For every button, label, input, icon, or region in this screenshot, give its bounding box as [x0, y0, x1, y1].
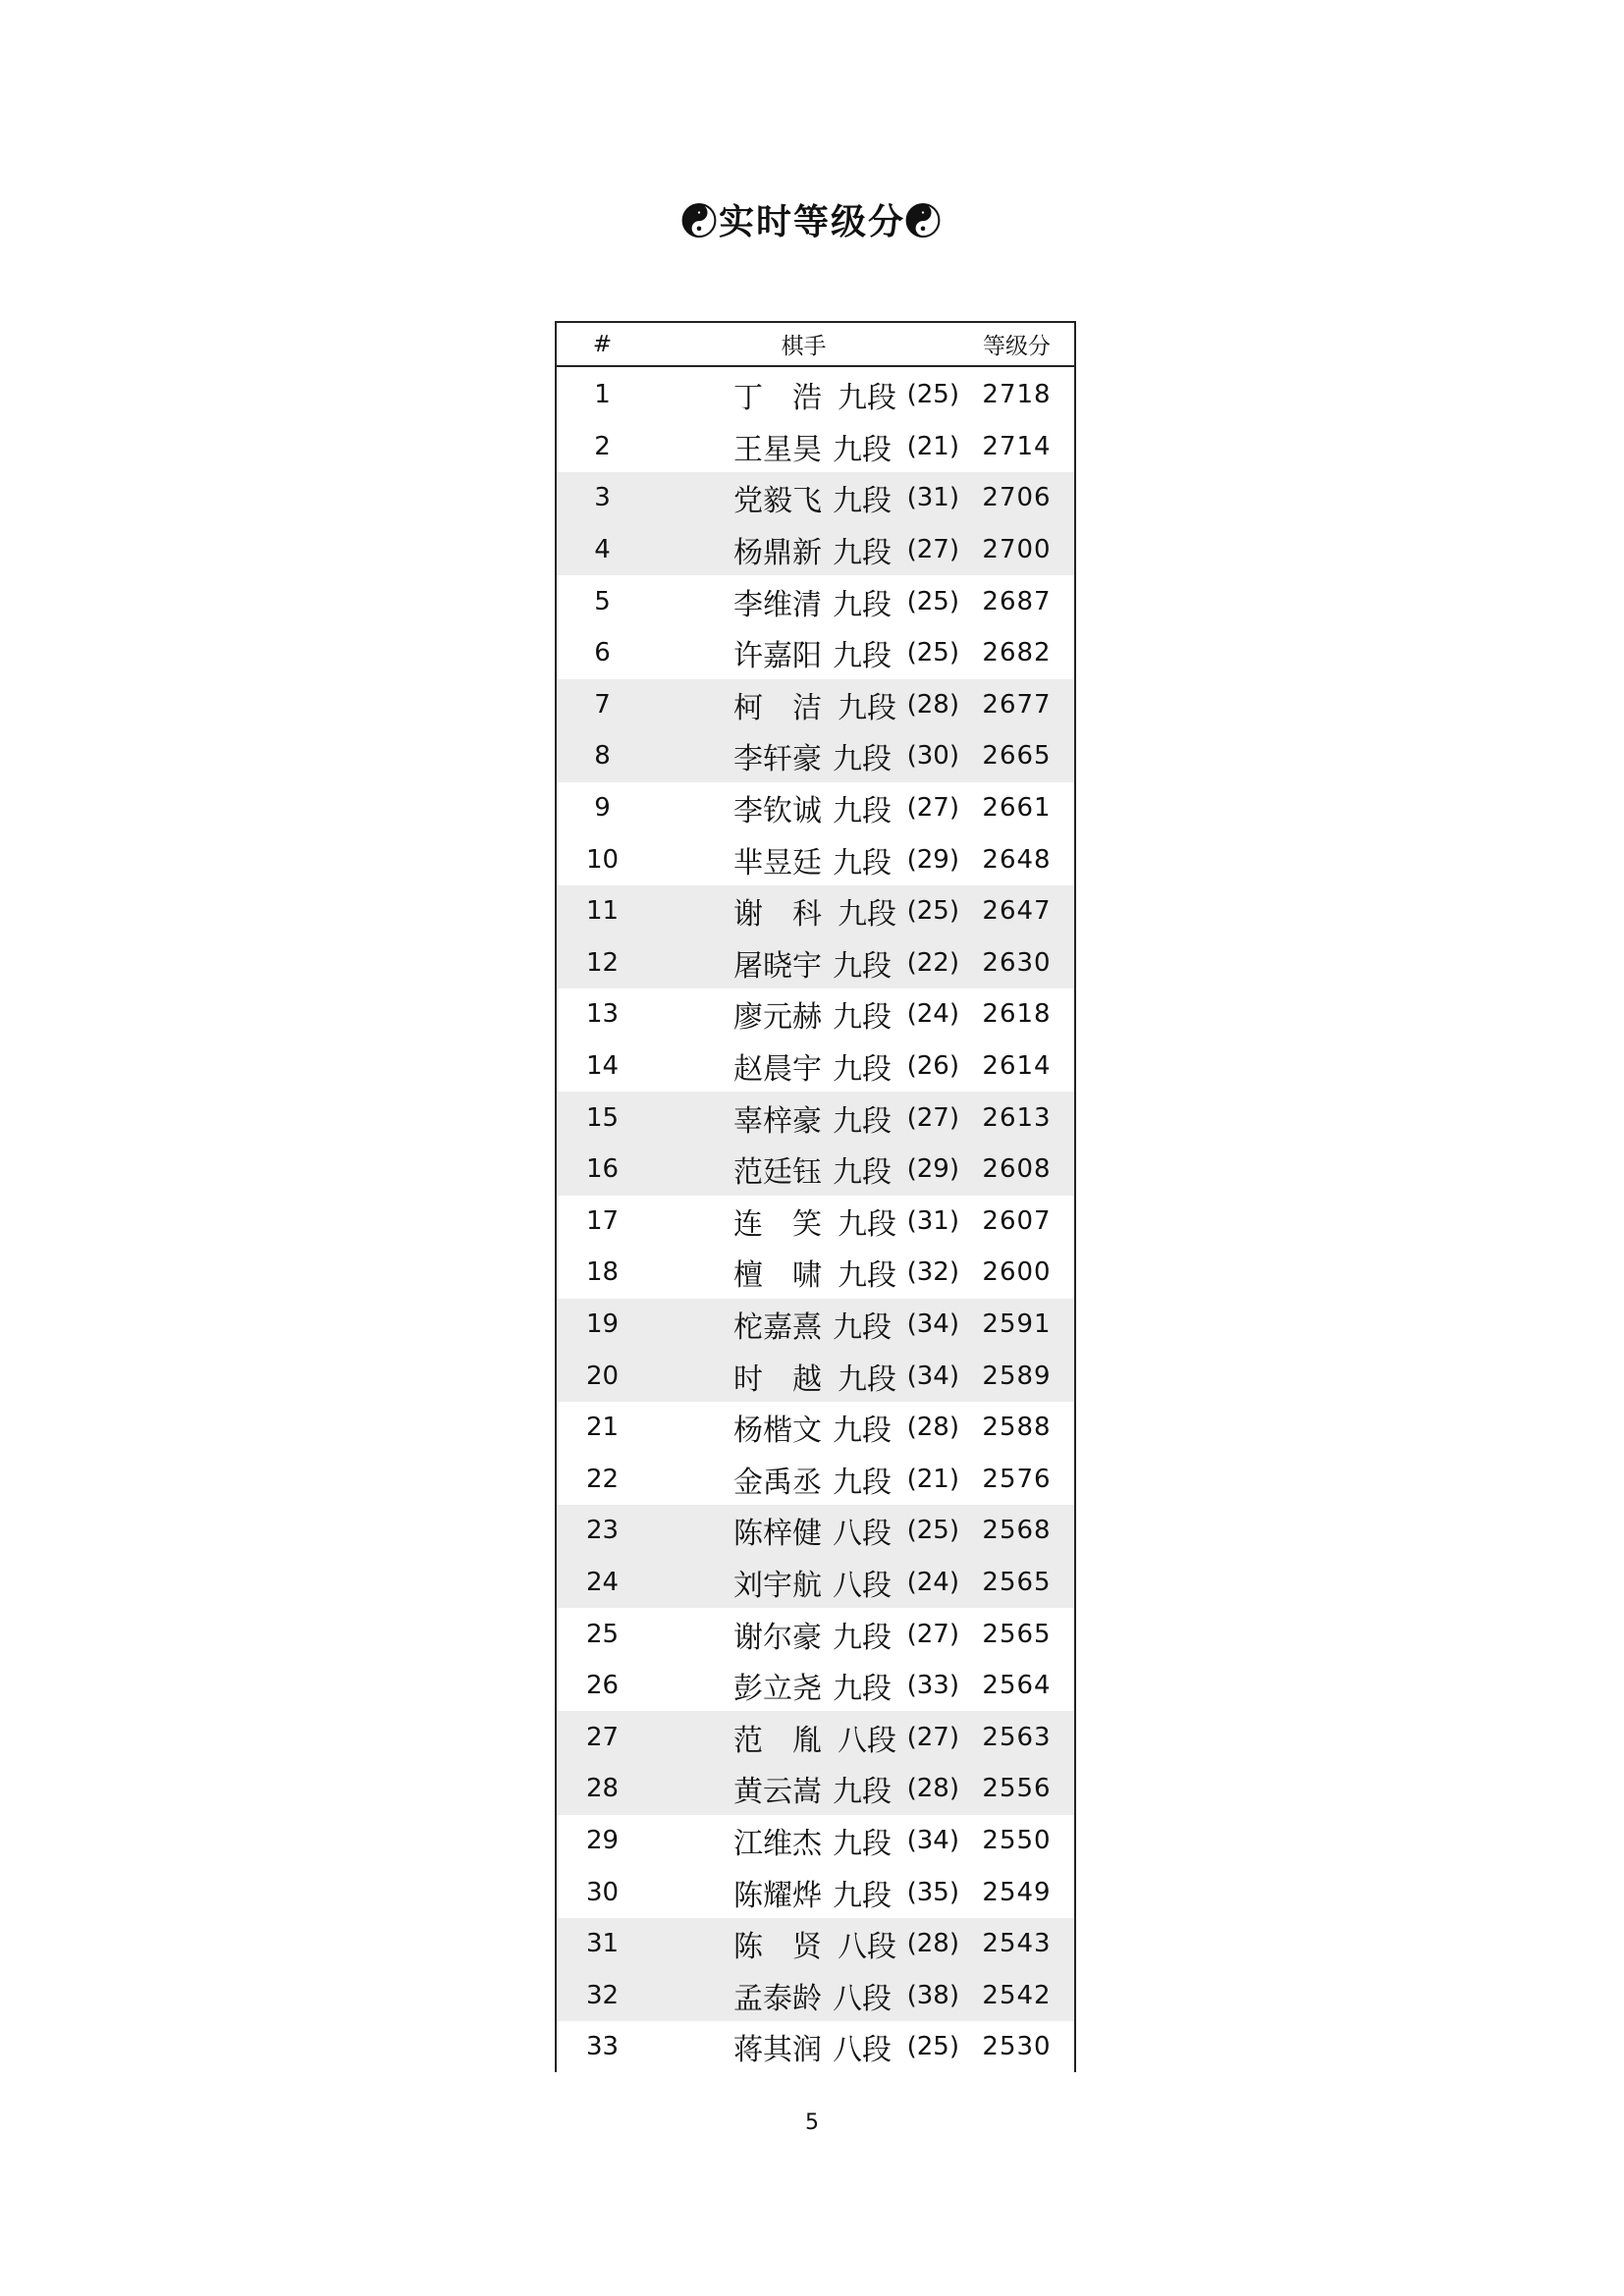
player-dan: 九段 [833, 1103, 892, 1139]
rank-cell: 6 [594, 638, 611, 668]
table-row [557, 1299, 1074, 1351]
player-age: (24) [906, 999, 959, 1030]
rank-cell: 7 [594, 689, 611, 720]
rank-cell: 21 [585, 1413, 620, 1443]
player-name: 辜梓豪 [733, 1103, 822, 1139]
player-dan: 九段 [833, 948, 892, 984]
player-name: 谢尔豪 [733, 1620, 822, 1655]
table-row [557, 1918, 1074, 1970]
rank-cell: 20 [585, 1361, 620, 1391]
player-cell [648, 1355, 959, 1398]
player-age: (29) [906, 1154, 959, 1185]
rating-cell: 2618 [982, 999, 1052, 1030]
rating-cell: 2556 [982, 1774, 1052, 1804]
player-name: 时越 [733, 1362, 851, 1397]
table-body [557, 367, 1074, 2073]
table-row [557, 1092, 1074, 1144]
player-dan: 九段 [833, 639, 892, 674]
table-row [557, 575, 1074, 627]
player-cell [648, 1561, 959, 1604]
player-cell [648, 1303, 959, 1346]
player-cell [648, 1148, 959, 1191]
player-cell [648, 1096, 959, 1140]
rank-cell: 19 [585, 1308, 620, 1339]
player-cell [648, 786, 959, 829]
player-name: 黄云嵩 [733, 1775, 822, 1810]
player-age: (27) [906, 1722, 959, 1752]
rating-cell: 2647 [982, 896, 1052, 927]
player-name: 连笑 [733, 1206, 851, 1242]
player-name: 蒋其润 [733, 2033, 822, 2068]
player-name: 柯洁 [733, 690, 851, 725]
player-dan: 九段 [838, 381, 896, 416]
player-age: (28) [906, 1774, 959, 1804]
table-row [557, 472, 1074, 524]
player-name: 彭立尧 [733, 1672, 822, 1707]
player-dan: 九段 [838, 897, 896, 933]
table-row [557, 1350, 1074, 1402]
player-cell [648, 734, 959, 777]
rating-cell: 2530 [982, 2032, 1052, 2062]
player-cell [648, 941, 959, 985]
player-dan: 九段 [838, 1258, 896, 1294]
rank-cell: 10 [585, 844, 620, 875]
player-name: 陈梓健 [733, 1517, 822, 1552]
player-cell [648, 992, 959, 1036]
table-row [557, 988, 1074, 1041]
player-name: 柁嘉熹 [733, 1309, 822, 1345]
player-age: (28) [906, 1413, 959, 1443]
player-name: 芈昱廷 [733, 845, 822, 881]
rank-cell: 8 [594, 741, 611, 772]
rating-cell: 2687 [982, 586, 1052, 616]
table-row [557, 1144, 1074, 1196]
player-dan: 九段 [838, 1362, 896, 1397]
rating-table [555, 321, 1076, 2072]
player-name: 李维清 [733, 587, 822, 622]
rating-cell: 2542 [982, 1980, 1052, 2010]
rating-cell: 2565 [982, 1567, 1052, 1597]
player-dan: 九段 [833, 1878, 892, 1913]
table-row [557, 782, 1074, 834]
player-age: (27) [906, 1102, 959, 1133]
player-dan: 八段 [838, 1723, 896, 1758]
player-cell [648, 1716, 959, 1759]
rank-cell: 27 [585, 1722, 620, 1752]
table-header [557, 323, 1074, 367]
rank-cell: 18 [585, 1257, 620, 1288]
player-dan: 八段 [838, 1930, 896, 1965]
rating-cell: 2600 [982, 1257, 1052, 1288]
rank-cell: 16 [585, 1154, 620, 1185]
table-row [557, 730, 1074, 782]
table-row [557, 421, 1074, 473]
player-cell [648, 1251, 959, 1294]
rating-cell: 2665 [982, 741, 1052, 772]
player-cell [648, 1664, 959, 1707]
rank-cell: 13 [585, 999, 620, 1030]
player-name: 李钦诚 [733, 794, 822, 829]
table-row [557, 1453, 1074, 1505]
player-name: 范胤 [733, 1723, 851, 1758]
player-name: 许嘉阳 [733, 639, 822, 674]
rating-cell: 2589 [982, 1361, 1052, 1391]
player-age: (34) [906, 1361, 959, 1391]
player-age: (28) [906, 1929, 959, 1959]
rank-cell: 29 [585, 1825, 620, 1855]
rank-cell: 30 [585, 1877, 620, 1907]
rating-cell: 2718 [982, 380, 1052, 410]
rating-cell: 2714 [982, 431, 1052, 461]
table-row [557, 1815, 1074, 1867]
player-dan: 九段 [838, 690, 896, 725]
player-age: (25) [906, 638, 959, 668]
player-dan: 八段 [833, 2033, 892, 2068]
rank-cell: 24 [585, 1567, 620, 1597]
player-age: (22) [906, 947, 959, 978]
player-cell [648, 373, 959, 416]
header-rank: # [592, 331, 613, 357]
rating-cell: 2563 [982, 1722, 1052, 1752]
rating-cell: 2568 [982, 1516, 1052, 1546]
rank-cell: 15 [585, 1102, 620, 1133]
table-row [557, 833, 1074, 885]
rating-cell: 2543 [982, 1929, 1052, 1959]
player-dan: 九段 [833, 1414, 892, 1449]
rating-cell: 2591 [982, 1308, 1052, 1339]
player-age: (34) [906, 1308, 959, 1339]
player-cell [648, 1613, 959, 1656]
table-row [557, 1402, 1074, 1454]
rating-cell: 2565 [982, 1619, 1052, 1649]
player-age: (29) [906, 844, 959, 875]
table-row [557, 1247, 1074, 1299]
table-row [557, 885, 1074, 937]
player-name: 谢科 [733, 897, 851, 933]
player-name: 杨鼎新 [733, 536, 822, 571]
player-cell [648, 1044, 959, 1088]
rank-cell: 25 [585, 1619, 620, 1649]
rank-cell: 33 [585, 2032, 620, 2062]
table-row [557, 1969, 1074, 2021]
player-name: 陈耀烨 [733, 1878, 822, 1913]
player-cell [648, 838, 959, 881]
player-dan: 九段 [833, 484, 892, 519]
table-row [557, 627, 1074, 679]
rating-cell: 2576 [982, 1464, 1052, 1494]
player-dan: 九段 [833, 845, 892, 881]
player-cell [648, 1974, 959, 2017]
player-dan: 九段 [833, 1775, 892, 1810]
player-age: (26) [906, 1051, 959, 1082]
rank-cell: 23 [585, 1516, 620, 1546]
player-dan: 九段 [833, 1155, 892, 1191]
player-dan: 九段 [833, 432, 892, 467]
player-name: 檀啸 [733, 1258, 851, 1294]
rating-cell: 2706 [982, 483, 1052, 513]
header-player: 棋手 [781, 334, 827, 359]
table-row [557, 1608, 1074, 1660]
page-number: 5 [805, 2110, 819, 2135]
table-row [557, 1866, 1074, 1918]
player-age: (25) [906, 586, 959, 616]
player-age: (27) [906, 793, 959, 824]
player-age: (34) [906, 1825, 959, 1855]
rating-cell: 2608 [982, 1154, 1052, 1185]
player-cell [648, 1871, 959, 1914]
player-name: 范廷钰 [733, 1155, 822, 1191]
player-name: 金禹丞 [733, 1465, 822, 1500]
table-row [557, 369, 1074, 421]
table-row [557, 1660, 1074, 1712]
player-name: 屠晓宇 [733, 948, 822, 984]
player-dan: 九段 [833, 1309, 892, 1345]
player-age: (25) [906, 2032, 959, 2062]
player-dan: 九段 [833, 1000, 892, 1036]
rank-cell: 3 [594, 483, 611, 513]
rank-cell: 9 [594, 793, 611, 824]
player-age: (21) [906, 1464, 959, 1494]
table-row [557, 524, 1074, 576]
player-age: (31) [906, 483, 959, 513]
player-name: 江维杰 [733, 1826, 822, 1861]
player-cell [648, 1458, 959, 1501]
player-age: (33) [906, 1671, 959, 1701]
player-dan: 九段 [833, 1826, 892, 1861]
player-dan: 九段 [833, 1052, 892, 1088]
player-dan: 八段 [833, 1517, 892, 1552]
player-age: (35) [906, 1877, 959, 1907]
player-dan: 九段 [833, 1465, 892, 1500]
table-row [557, 1041, 1074, 1093]
rank-cell: 2 [594, 431, 611, 461]
rating-cell: 2613 [982, 1102, 1052, 1133]
player-cell [648, 1200, 959, 1243]
rating-cell: 2614 [982, 1051, 1052, 1082]
player-dan: 九段 [833, 794, 892, 829]
player-age: (28) [906, 689, 959, 720]
player-dan: 九段 [833, 742, 892, 777]
header-rating: 等级分 [983, 334, 1051, 359]
player-dan: 九段 [838, 1206, 896, 1242]
table-row [557, 1196, 1074, 1248]
player-name: 党毅飞 [733, 484, 822, 519]
player-dan: 八段 [833, 1981, 892, 2016]
player-name: 赵晨宇 [733, 1052, 822, 1088]
player-cell [648, 631, 959, 674]
player-age: (27) [906, 1619, 959, 1649]
table-row [557, 1557, 1074, 1609]
rating-cell: 2550 [982, 1825, 1052, 1855]
rank-cell: 5 [594, 586, 611, 616]
player-dan: 九段 [833, 1620, 892, 1655]
rating-cell: 2588 [982, 1413, 1052, 1443]
player-name: 杨楷文 [733, 1414, 822, 1449]
rank-cell: 22 [585, 1464, 620, 1494]
player-cell [648, 1767, 959, 1810]
player-cell [648, 528, 959, 571]
table-row [557, 937, 1074, 989]
player-cell [648, 2025, 959, 2068]
player-cell [648, 683, 959, 726]
player-dan: 九段 [833, 1672, 892, 1707]
rank-cell: 4 [594, 535, 611, 565]
player-name: 刘宇航 [733, 1568, 822, 1603]
table-row [557, 1711, 1074, 1763]
player-name: 李轩豪 [733, 742, 822, 777]
table-row [557, 2021, 1074, 2073]
rating-cell: 2682 [982, 638, 1052, 668]
table-row [557, 1505, 1074, 1557]
player-age: (30) [906, 741, 959, 772]
player-name: 丁浩 [733, 381, 851, 416]
rating-cell: 2648 [982, 844, 1052, 875]
rank-cell: 1 [594, 380, 611, 410]
rating-cell: 2607 [982, 1205, 1052, 1236]
player-cell [648, 1819, 959, 1862]
player-age: (31) [906, 1205, 959, 1236]
table-row [557, 679, 1074, 731]
player-cell [648, 476, 959, 519]
player-name: 王星昊 [733, 432, 822, 467]
player-age: (21) [906, 431, 959, 461]
player-age: (38) [906, 1980, 959, 2010]
rating-cell: 2661 [982, 793, 1052, 824]
rating-cell: 2677 [982, 689, 1052, 720]
player-cell [648, 1406, 959, 1449]
player-cell [648, 1509, 959, 1552]
player-age: (25) [906, 896, 959, 927]
player-age: (32) [906, 1257, 959, 1288]
player-cell [648, 1922, 959, 1965]
player-dan: 八段 [833, 1568, 892, 1603]
rank-cell: 14 [585, 1051, 620, 1082]
player-age: (25) [906, 1516, 959, 1546]
player-age: (25) [906, 380, 959, 410]
rank-cell: 26 [585, 1671, 620, 1701]
player-age: (24) [906, 1567, 959, 1597]
rating-cell: 2549 [982, 1877, 1052, 1907]
rank-cell: 12 [585, 947, 620, 978]
player-cell [648, 580, 959, 623]
rating-cell: 2700 [982, 535, 1052, 565]
player-dan: 九段 [833, 587, 892, 622]
page-title: ☯实时等级分☯ [680, 201, 943, 242]
player-cell [648, 889, 959, 933]
player-age: (27) [906, 535, 959, 565]
rank-cell: 17 [585, 1205, 620, 1236]
rank-cell: 31 [585, 1929, 620, 1959]
rating-cell: 2564 [982, 1671, 1052, 1701]
rank-cell: 28 [585, 1774, 620, 1804]
player-dan: 九段 [833, 536, 892, 571]
player-cell [648, 425, 959, 468]
player-name: 陈贤 [733, 1930, 851, 1965]
table-row [557, 1763, 1074, 1815]
player-name: 孟泰龄 [733, 1981, 822, 2016]
rating-cell: 2630 [982, 947, 1052, 978]
rank-cell: 32 [585, 1980, 620, 2010]
player-name: 廖元赫 [733, 1000, 822, 1036]
rank-cell: 11 [585, 896, 620, 927]
